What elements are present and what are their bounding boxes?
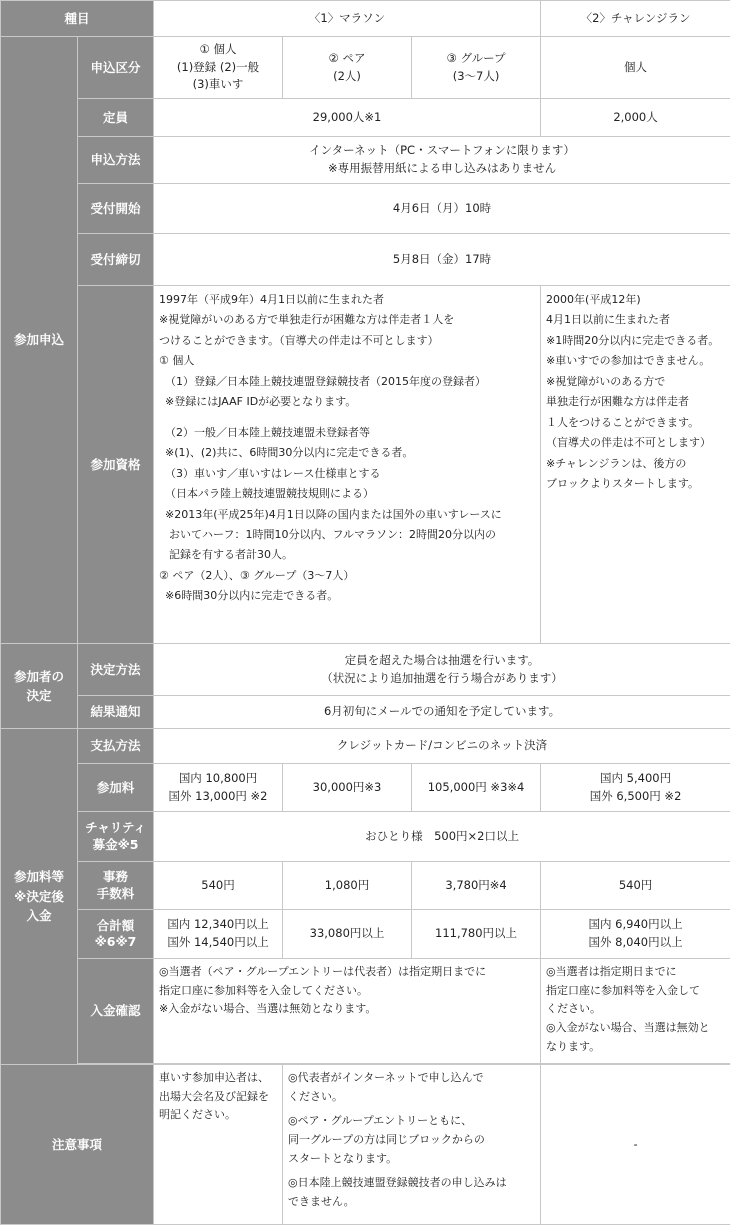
entry-fee-individual: 国内 10,800円 国外 13,000円 ※2 [154,764,283,812]
label-admin-fee: 事務 手数料 [78,862,154,910]
eligibility-line: ※視覚障がいのある方で単独走行が困難な方は伴走者１人を [159,313,455,327]
section-decision: 参加者の 決定 [1,644,78,729]
label-end: 受付締切 [78,234,154,286]
notes-item: ◎代表者がインターネットで申し込んで ください。 [288,1071,484,1103]
eligibility-line: 記録を有する者計30人。 [169,548,294,562]
section-apply: 参加申込 [1,37,78,644]
eligibility-line: （2）一般／日本陸上競技連盟未登録者等 [165,425,371,439]
notes-challenge: - [541,1065,730,1225]
label-type: 申込区分 [78,37,154,99]
eligibility-line: おいてハーフ：1時間10分以内、フルマラソン：2時間20分以内の [169,527,497,541]
section-fees: 参加料等 ※決定後 入金 [1,729,78,1065]
eligibility-line: １人をつけることができます。 [546,415,700,429]
capacity-marathon: 29,000人※1 [154,99,541,137]
total-group: 111,780円以上 [412,910,541,959]
header-challenge: 〈2〉チャレンジラン [541,1,730,37]
section-notes: 注意事項 [1,1065,154,1225]
notes-item: ◎日本陸上競技連盟登録競技者の申し込みは できません。 [288,1176,507,1209]
type-challenge: 個人 [541,37,730,99]
entry-fee-challenge: 国内 5,400円 国外 6,500円 ※2 [541,764,730,812]
eligibility-line: ① 個人 [159,354,195,368]
label-method: 申込方法 [78,137,154,184]
decide-method-value: 定員を超えた場合は抽選を行います。 （状況により追加抽選を行う場合があります） [154,644,730,696]
eligibility-challenge [541,286,730,644]
label-charity: チャリティ 募金※5 [78,812,154,862]
eligibility-line: ② ペア（2人）、③ グループ（3〜7人） [159,568,355,582]
eligibility-line: ※2013年(平成25年)4月1日以降の国内または国外の車いすレースに [165,507,502,521]
label-payment: 支払方法 [78,729,154,764]
method-value: インターネット（PC・スマートフォンに限ります） ※専用振替用紙による申し込みはありません [154,137,730,184]
eligibility-line: つけることができます。（盲導犬の伴走は不可とします） [159,333,439,347]
end-value: 5月8日（金）17時 [154,234,730,286]
eligibility-line: 1997年（平成9年）4月1日以前に生まれた者 [159,293,385,306]
total-individual: 国内 12,340円以上 国外 14,540円以上 [154,910,283,959]
label-start: 受付開始 [78,184,154,234]
result-value: 6月初旬にメールでの通知を予定しています。 [154,696,730,729]
eligibility-line: ブロックよりスタートします。 [546,477,699,491]
start-value: 4月6日（月）10時 [154,184,730,234]
label-confirm: 入金確認 [78,959,154,1064]
payment-value: クレジットカード/コンビニのネット決済 [154,729,730,764]
label-result: 結果通知 [78,696,154,729]
label-entry-fee: 参加料 [78,764,154,812]
confirm-challenge: ◎当選者は指定期日までに 指定口座に参加料等を入金して ください。 ◎入金がない場合、当選は無効と なります。 [541,959,730,1064]
eligibility-line: ※6時間30分以内に完走できる者。 [165,589,339,603]
type-group: ③ グループ (3〜7人) [412,37,541,99]
confirm-marathon: ◎当選者（ペア・グループエントリーは代表者）は指定期日までに 指定口座に参加料等を入金してください。 ※入金がない場合、当選は無効となります。 [154,959,541,1064]
eligibility-line: ※(1)、(2)共に、6時間30分以内に完走できる者。 [165,446,414,460]
label-eligibility: 参加資格 [78,286,154,644]
notes-individual: 車いす参加申込者は、 出場大会名及び記録を 明記ください。 [154,1065,283,1225]
eligibility-line: 2000年(平成12年) [546,293,641,306]
admin-fee-challenge: 540円 [541,862,730,910]
notes-item: ◎ペア・グループエントリーともに、 同一グループの方は同じブロックからの スタートとなります。 [288,1114,485,1165]
eligibility-line: ※1時間20分以内に完走できる者。 [546,333,720,347]
admin-fee-group: 3,780円※4 [412,862,541,910]
eligibility-marathon [154,286,541,644]
eligibility-line: ※視覚障がいのある方で [546,374,666,388]
eligibility-line: （盲導犬の伴走は不可とします） [546,436,712,450]
eligibility-line: ※車いすでの参加はできません。 [546,354,711,368]
entry-fee-group: 105,000円 ※3※4 [412,764,541,812]
admin-fee-pair: 1,080円 [283,862,412,910]
label-capacity: 定員 [78,99,154,137]
eligibility-line: （日本パラ陸上競技連盟競技規則による） [165,487,375,501]
eligibility-line: ※登録にはJAAF IDが必要となります。 [165,395,357,409]
total-pair: 33,080円以上 [283,910,412,959]
label-total: 合計額 ※6※7 [78,910,154,959]
entry-fee-pair: 30,000円※3 [283,764,412,812]
notes-pair-group [283,1065,541,1225]
type-individual: ① 個人 (1)登録 (2)一般 (3)車いす [154,37,283,99]
eligibility-line: （3）車いす／車いすはレース仕様車とする [165,466,381,480]
eligibility-line: ※チャレンジランは、後方の [546,456,687,470]
eligibility-line: 単独走行が困難な方は伴走者 [546,395,690,409]
total-challenge: 国内 6,940円以上 国外 8,040円以上 [541,910,730,959]
type-pair: ② ペア (2人) [283,37,412,99]
capacity-challenge: 2,000人 [541,99,730,137]
header-marathon: 〈1〉マラソン [154,1,541,37]
header-category: 種目 [1,1,154,37]
admin-fee-individual: 540円 [154,862,283,910]
eligibility-line: 4月1日以前に生まれた者 [546,313,671,327]
label-decide-method: 決定方法 [78,644,154,696]
charity-value: おひとり様 500円×2口以上 [154,812,730,862]
eligibility-line: （1）登録／日本陸上競技連盟登録競技者（2015年度の登録者） [165,374,487,388]
